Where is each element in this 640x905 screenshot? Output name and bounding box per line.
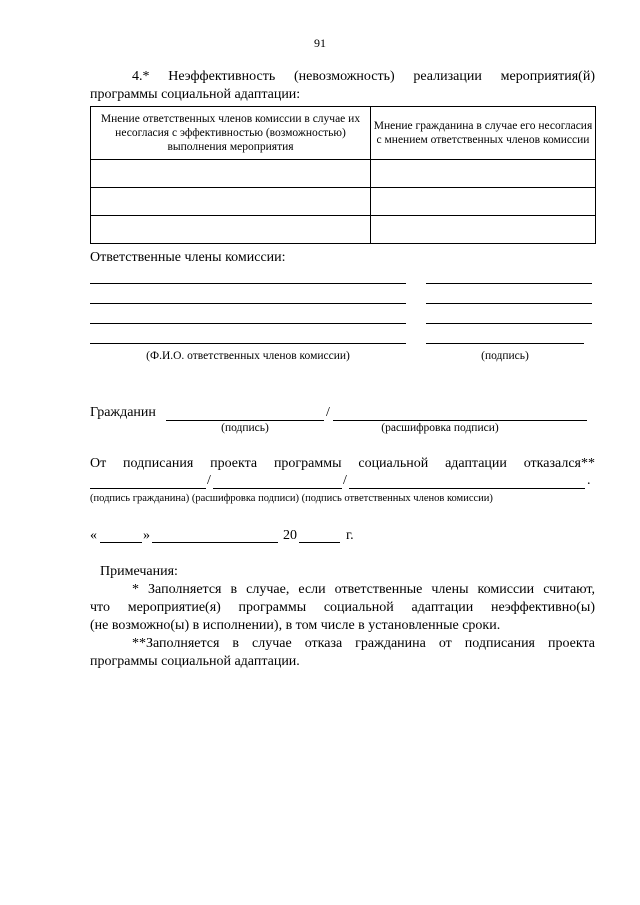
caption-fio: (Ф.И.О. ответственных членов комиссии)	[146, 350, 350, 362]
date-year-line[interactable]	[299, 542, 340, 543]
signature-line-1[interactable]	[426, 283, 592, 284]
note-1-line-3: (не возможно(ы) в исполнении), в том числе в установленные сроки.	[90, 618, 501, 633]
citizen-caption-signature: (подпись)	[221, 422, 269, 434]
date-month-line[interactable]	[152, 542, 278, 543]
note-1-line-1: * Заполняется в случае, если ответственные члены комиссии считают,	[132, 582, 595, 597]
table-cell[interactable]	[371, 160, 596, 188]
date-close-quote: »	[143, 528, 150, 543]
table-row	[91, 160, 596, 188]
note-1-line-2: что мероприятие(я) программы социальной адаптации неэффективно(ы)	[90, 600, 595, 615]
table-cell[interactable]	[91, 160, 371, 188]
table-cell[interactable]	[91, 216, 371, 244]
notes-title: Примечания:	[100, 564, 178, 579]
refusal-end-dot: .	[587, 473, 591, 488]
citizen-signature-line[interactable]	[166, 420, 324, 421]
refusal-captions: (подпись гражданина) (расшифровка подписи) (подпись ответственных членов комиссии)	[90, 493, 493, 504]
citizen-decoding-line[interactable]	[333, 420, 587, 421]
date-year-suffix: г.	[346, 528, 354, 543]
refusal-text: От подписания проекта программы социальной адаптации отказался**	[90, 456, 595, 471]
citizen-separator: /	[326, 405, 330, 420]
signature-line-3[interactable]	[426, 323, 592, 324]
refusal-separator-1: /	[207, 473, 211, 488]
header-commission-opinion: Мнение ответственных членов комиссии в случае их несогласия с эффективностью (возможностью) выполнения мероприятия	[91, 107, 371, 160]
opinions-table	[90, 106, 596, 244]
section-heading: 4.* Неэффективность (невозможность) реализации мероприятия(й)	[132, 69, 595, 84]
header-citizen-opinion: Мнение гражданина в случае его несогласия с мнением ответственных членов комиссии	[371, 107, 596, 160]
fio-line-4[interactable]	[90, 343, 406, 344]
citizen-caption-decoding: (расшифровка подписи)	[381, 422, 499, 434]
refusal-separator-2: /	[343, 473, 347, 488]
table-row	[91, 216, 596, 244]
commission-title: Ответственные члены комиссии:	[90, 250, 286, 265]
page-number: 91	[314, 36, 326, 50]
fio-line-3[interactable]	[90, 323, 406, 324]
note-2-line-1: **Заполняется в случае отказа гражданина от подписания проекта	[132, 636, 595, 651]
signature-line-4[interactable]	[426, 343, 584, 344]
note-2-line-2: программы социальной адаптации.	[90, 654, 300, 669]
table-row	[91, 188, 596, 216]
date-open-quote: «	[90, 528, 97, 543]
table-header-row	[91, 107, 596, 160]
date-day-line[interactable]	[100, 542, 142, 543]
signature-line-2[interactable]	[426, 303, 592, 304]
table-cell[interactable]	[91, 188, 371, 216]
refusal-decoding-line[interactable]	[213, 488, 342, 489]
citizen-label: Гражданин	[90, 405, 156, 420]
table-cell[interactable]	[371, 216, 596, 244]
table-cell[interactable]	[371, 188, 596, 216]
fio-line-2[interactable]	[90, 303, 406, 304]
section-heading-continuation: программы социальной адаптации:	[90, 87, 301, 102]
fio-line-1[interactable]	[90, 283, 406, 284]
refusal-commission-signature-line[interactable]	[349, 488, 585, 489]
date-year-prefix: 20	[283, 528, 297, 543]
refusal-citizen-signature-line[interactable]	[90, 488, 206, 489]
caption-signature: (подпись)	[481, 350, 529, 362]
